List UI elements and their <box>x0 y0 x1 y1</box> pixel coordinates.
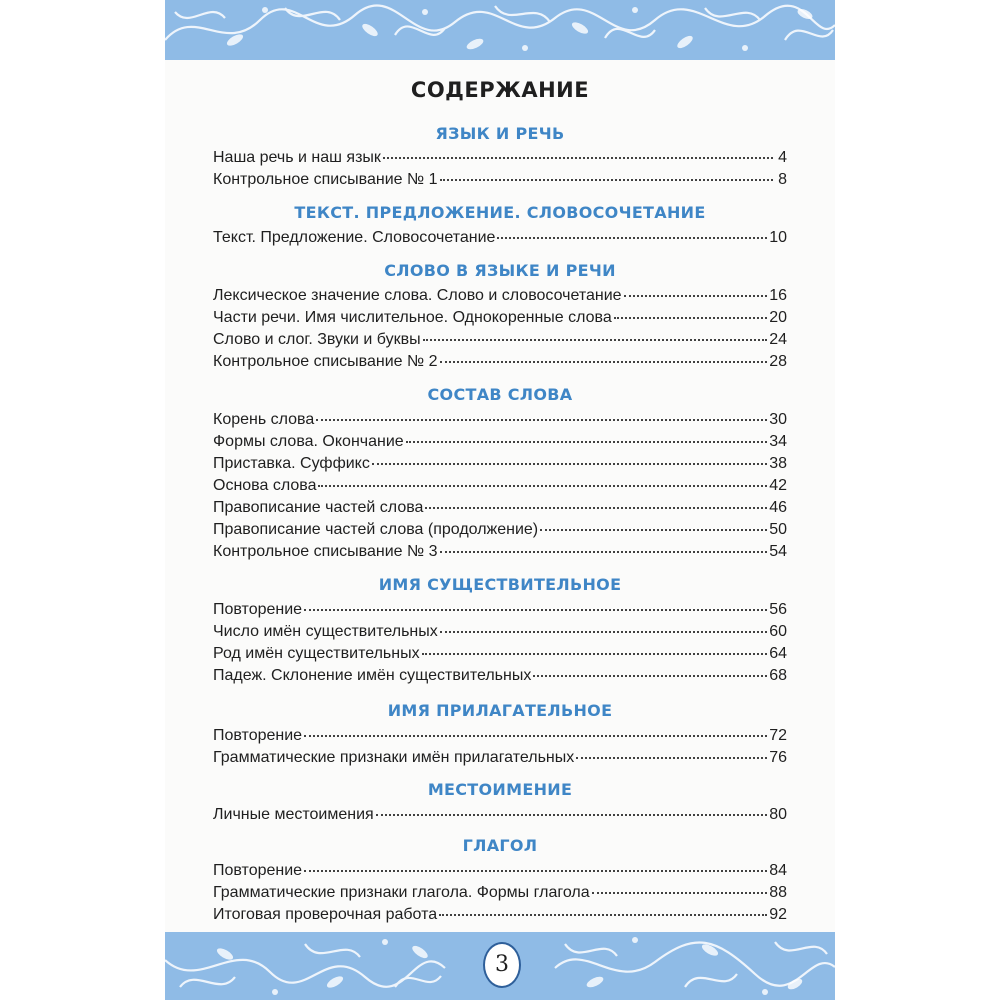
toc-entry-page: 84 <box>769 862 787 879</box>
dot-leader <box>576 757 767 759</box>
toc-entry <box>213 749 787 770</box>
toc-entry-title: Приставка. Суффикс <box>213 455 370 472</box>
table-of-contents <box>213 60 787 932</box>
dot-leader <box>614 317 767 319</box>
section-heading: ИМЯ СУЩЕСТВИТЕЛЬНОЕ <box>378 575 622 594</box>
toc-entry-page: 68 <box>769 667 787 684</box>
toc-entry-page: 24 <box>769 331 787 348</box>
toc-entry-title: Повторение <box>213 862 303 879</box>
toc-entry-page: 64 <box>769 645 787 662</box>
toc-entry <box>213 499 787 520</box>
toc-entry-page: 42 <box>769 477 787 494</box>
toc-entry-page: 8 <box>778 171 787 188</box>
toc-entry <box>213 411 787 432</box>
top-ornament-band <box>165 0 835 60</box>
dot-leader <box>425 507 767 509</box>
section-heading: ТЕКСТ. ПРЕДЛОЖЕНИЕ. СЛОВОСОЧЕТАНИЕ <box>294 203 706 222</box>
toc-entry-page: 10 <box>769 229 787 246</box>
toc-entry <box>213 521 787 542</box>
toc-entry-title: Род имён существительных <box>213 645 420 662</box>
toc-entry-page: 16 <box>769 287 787 304</box>
toc-entry-title: Формы слова. Окончание <box>213 433 404 450</box>
toc-entry <box>213 601 787 622</box>
dot-leader <box>318 485 767 487</box>
toc-entry-title: Контрольное списывание № 1 <box>213 171 438 188</box>
toc-entry-title: Части речи. Имя числительное. Однокоренные слова <box>213 309 612 326</box>
dot-leader <box>422 653 768 655</box>
toc-entry-title: Личные местоимения <box>213 806 374 823</box>
toc-entry-title: Текст. Предложение. Словосочетание <box>213 229 496 246</box>
toc-entry <box>213 543 787 564</box>
toc-entry <box>213 477 787 498</box>
toc-entry-page: 56 <box>769 601 787 618</box>
toc-entry-page: 76 <box>769 749 787 766</box>
toc-entry <box>213 331 787 352</box>
section-heading: ЯЗЫК И РЕЧЬ <box>435 124 565 143</box>
toc-entry-title: Повторение <box>213 601 303 618</box>
toc-entry-title: Наша речь и наш язык <box>213 149 381 166</box>
toc-entry-title: Правописание частей слова (продолжение) <box>213 521 539 538</box>
toc-entry-title: Падеж. Склонение имён существительных <box>213 667 532 684</box>
toc-entry <box>213 353 787 374</box>
toc-entry <box>213 727 787 748</box>
toc-entry-page: 80 <box>769 806 787 823</box>
toc-entry-title: Корень слова <box>213 411 315 428</box>
dot-leader <box>497 237 767 239</box>
dot-leader <box>440 631 767 633</box>
toc-entry-page: 92 <box>769 906 787 923</box>
toc-entry <box>213 171 787 192</box>
toc-entry <box>213 645 787 666</box>
toc-entry-page: 60 <box>769 623 787 640</box>
toc-entry <box>213 884 787 905</box>
toc-entry <box>213 309 787 330</box>
toc-entry-page: 88 <box>769 884 787 901</box>
dot-leader <box>624 295 768 297</box>
toc-entry <box>213 433 787 454</box>
toc-entry-page: 4 <box>778 149 787 166</box>
toc-entry-page: 54 <box>769 543 787 560</box>
dot-leader <box>440 551 768 553</box>
dot-leader <box>304 609 767 611</box>
dot-leader <box>540 529 767 531</box>
dot-leader <box>440 361 768 363</box>
section-heading: ГЛАГОЛ <box>462 836 538 855</box>
toc-entry-page: 30 <box>769 411 787 428</box>
dot-leader <box>440 179 773 181</box>
toc-entry-title: Слово и слог. Звуки и буквы <box>213 331 421 348</box>
dot-leader <box>316 419 767 421</box>
dot-leader <box>304 735 767 737</box>
toc-entry-title: Основа слова <box>213 477 317 494</box>
toc-entry-title: Повторение <box>213 727 303 744</box>
book-page <box>165 0 835 1000</box>
toc-entry-title: Лексическое значение слова. Слово и словосочетание <box>213 287 622 304</box>
toc-entry-title: Контрольное списывание № 2 <box>213 353 438 370</box>
toc-entry-title: Грамматические признаки глагола. Формы глагола <box>213 884 590 901</box>
floral-ornament-icon <box>165 0 835 60</box>
dot-leader <box>376 814 768 816</box>
toc-entry <box>213 623 787 644</box>
toc-entry <box>213 229 787 250</box>
section-heading: ИМЯ ПРИЛАГАТЕЛЬНОЕ <box>387 701 613 720</box>
toc-entry-page: 72 <box>769 727 787 744</box>
toc-entry <box>213 287 787 308</box>
toc-entry-page: 28 <box>769 353 787 370</box>
section-heading: МЕСТОИМЕНИЕ <box>427 780 573 799</box>
dot-leader <box>372 463 767 465</box>
toc-entry-title: Правописание частей слова <box>213 499 424 516</box>
dot-leader <box>383 157 773 159</box>
toc-entry-page: 20 <box>769 309 787 326</box>
page-title: СОДЕРЖАНИЕ <box>410 78 590 102</box>
section-heading: СОСТАВ СЛОВА <box>427 385 573 404</box>
toc-entry-page: 46 <box>769 499 787 516</box>
dot-leader <box>423 339 768 341</box>
toc-entry-title: Контрольное списывание № 3 <box>213 543 438 560</box>
toc-entry-page: 34 <box>769 433 787 450</box>
dot-leader <box>304 870 767 872</box>
dot-leader <box>592 892 768 894</box>
dot-leader <box>533 675 767 677</box>
toc-entry-title: Итоговая проверочная работа <box>213 906 438 923</box>
toc-entry <box>213 806 787 827</box>
page-number: 3 <box>483 942 521 988</box>
toc-entry-title: Число имён существительных <box>213 623 438 640</box>
toc-entry <box>213 862 787 883</box>
toc-entry <box>213 906 787 927</box>
section-heading: СЛОВО В ЯЗЫКЕ И РЕЧИ <box>384 261 616 280</box>
toc-entry <box>213 455 787 476</box>
toc-entry <box>213 149 787 170</box>
toc-entry <box>213 667 787 688</box>
dot-leader <box>439 914 767 916</box>
toc-entry-page: 38 <box>769 455 787 472</box>
dot-leader <box>406 441 768 443</box>
toc-entry-page: 50 <box>769 521 787 538</box>
toc-entry-title: Грамматические признаки имён прилагательных <box>213 749 575 766</box>
